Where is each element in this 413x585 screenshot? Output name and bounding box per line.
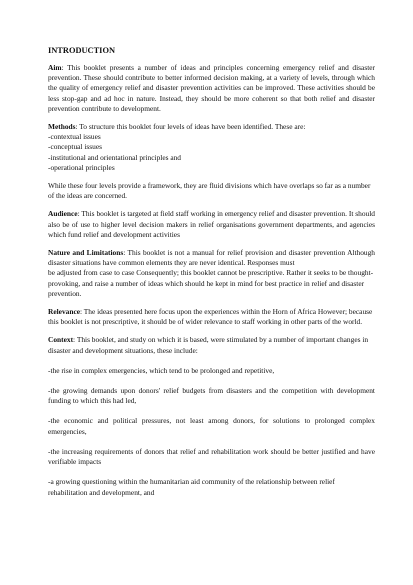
aim-paragraph <box>48 63 375 114</box>
list-item: -institutional and orientational principles and <box>48 152 181 162</box>
context-label: Context <box>48 335 74 345</box>
relevance-paragraph <box>48 307 375 327</box>
page-title: INTRODUCTION <box>48 46 116 55</box>
aim-label: Aim <box>48 63 62 72</box>
context-item: -the economic and political pressures, not least among donors, for solutions to prolonged complex emergencies, <box>48 416 375 436</box>
audience-paragraph <box>48 209 375 240</box>
nature-text: : This booklet is not a manual for relief provision and disaster prevention Although disaster situations have common elements they are never identical. Responses must <box>48 248 375 268</box>
list-item: -contextual issues <box>48 132 101 142</box>
context-item: -the rise in complex emergencies, which tend to be prolonged and repetitive, <box>48 365 275 375</box>
methods-text: : To structure this booklet four levels of ideas have been identified. These are: <box>75 122 306 132</box>
list-item: -operational principles <box>48 162 115 172</box>
list-item: -conceptual issues <box>48 142 102 152</box>
nature-label: Nature and Limitations <box>48 248 124 258</box>
context-item: -the increasing requirements of donors that relief and rehabilitation work should be better justified and have verifiable impacts <box>48 446 375 467</box>
relevance-label: Relevance <box>48 307 81 317</box>
context-item: -a growing questioning within the humanitarian aid community of the relationship between relief rehabilitation and development, and <box>48 477 335 497</box>
audience-label: Audience <box>48 209 78 219</box>
methods-label: Methods <box>48 122 76 132</box>
methods-list <box>48 132 375 173</box>
context-text: : This booklet, and study on which it is based, were stimulated by a number of important changes in disaster and development situations, these include: <box>48 335 369 355</box>
audience-text: : This booklet is targeted at field staff working in emergency relief and disaster prevention. It should also be of use to higher level decision makers in relief organisations government departments, and agencies which fund relief and development activities <box>48 209 375 239</box>
context-paragraph <box>48 335 375 355</box>
levels-note: While these four levels provide a framework, they are fluid divisions which have overlaps so far as a number of the ideas are concerned. <box>48 181 371 201</box>
nature-continuation: be adjusted from case to case Consequently; this booklet cannot be prescriptive. Rather it seeks to be thought-provoking, and raise a number of ideas which should he kept in mind for best practice in relief and disaster prevention. <box>48 268 374 298</box>
context-item: -the growing demands upon donors' relief budgets from disasters and the competition with development funding to which this had led, <box>48 386 375 406</box>
relevance-text: : The ideas presented here focus upon the experiences within the Horn of Africa However; because this booklet is not prescriptive, it should be of wider relevance to staff working in other parts of the world. <box>48 307 373 327</box>
methods-paragraph <box>48 122 375 132</box>
aim-text: : This booklet presents a number of ideas and principles concerning emergency relief and disaster prevention. These should contribute to better informed decision making, at a variety of levels, through which the quality of emergency relief and disaster prevention activities can be improved. These activities should be less stop-gap and ad hoc in nature. Instead, they should be more coherent so that both relief and disaster prevention contribute to development. <box>48 63 375 113</box>
nature-paragraph <box>48 248 375 268</box>
